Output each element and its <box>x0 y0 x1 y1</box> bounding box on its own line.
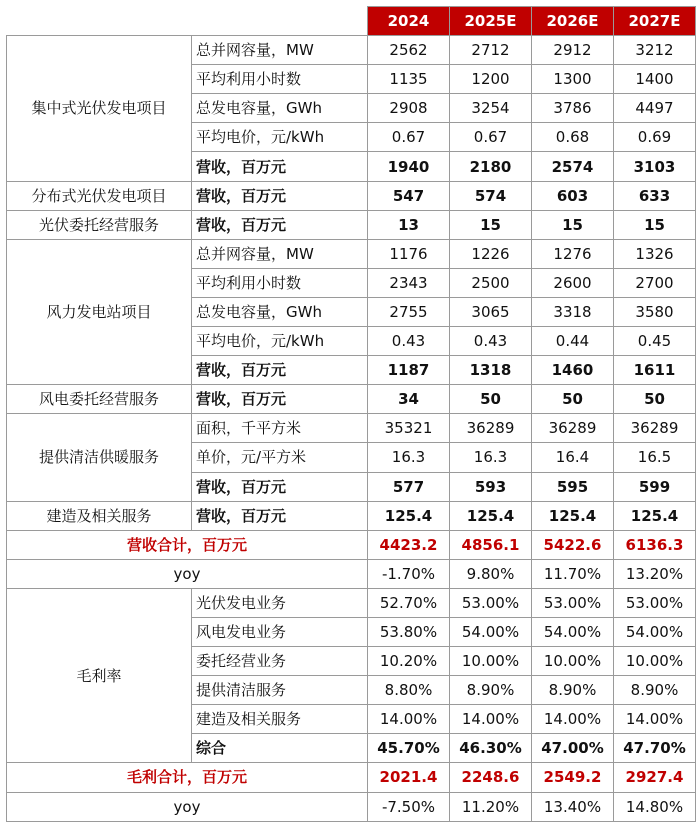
cell-value: 34 <box>368 385 450 414</box>
cell-value: 595 <box>532 472 614 501</box>
cell-value: 11.20% <box>450 792 532 821</box>
table-row <box>7 210 696 239</box>
cell-value: 3318 <box>532 297 614 326</box>
group-wind-om: 风电委托经营服务 <box>7 385 192 414</box>
table-row <box>7 385 696 414</box>
cell-value: 10.00% <box>532 647 614 676</box>
cell-value: 547 <box>368 181 450 210</box>
cell-value: 2549.2 <box>532 763 614 792</box>
cell-value: 1400 <box>614 65 696 94</box>
cell-value: 36289 <box>614 414 696 443</box>
cell-value: 14.80% <box>614 792 696 821</box>
row-label: 单价，元/平方米 <box>192 443 368 472</box>
group-distributed-pv: 分布式光伏发电项目 <box>7 181 192 210</box>
yoy-label: yoy <box>7 792 368 821</box>
cell-value: 8.90% <box>614 676 696 705</box>
cell-value: 8.80% <box>368 676 450 705</box>
cell-value: 14.00% <box>614 705 696 734</box>
group-construction: 建造及相关服务 <box>7 501 192 530</box>
table-row <box>7 501 696 530</box>
cell-value: 2248.6 <box>450 763 532 792</box>
cell-value: 1276 <box>532 239 614 268</box>
cell-value: 603 <box>532 181 614 210</box>
cell-value: 36289 <box>532 414 614 443</box>
cell-value: 1318 <box>450 356 532 385</box>
cell-value: 2712 <box>450 36 532 65</box>
cell-value: 599 <box>614 472 696 501</box>
table-row <box>7 414 696 443</box>
cell-value: 3786 <box>532 94 614 123</box>
cell-value: 1460 <box>532 356 614 385</box>
cell-value: 125.4 <box>614 501 696 530</box>
cell-value: 15 <box>450 210 532 239</box>
cell-value: 54.00% <box>614 617 696 646</box>
cell-value: 10.00% <box>614 647 696 676</box>
cell-value: 46.30% <box>450 734 532 763</box>
cell-value: 13.20% <box>614 559 696 588</box>
row-label: 营收，百万元 <box>192 501 368 530</box>
cell-value: 53.00% <box>614 588 696 617</box>
cell-value: 45.70% <box>368 734 450 763</box>
cell-value: 3065 <box>450 297 532 326</box>
cell-value: 0.67 <box>368 123 450 152</box>
row-label: 营收，百万元 <box>192 356 368 385</box>
yoy-label: yoy <box>7 559 368 588</box>
table-row <box>7 181 696 210</box>
cell-value: 2927.4 <box>614 763 696 792</box>
header-2024: 2024 <box>368 7 450 36</box>
row-label: 营收，百万元 <box>192 152 368 181</box>
cell-value: 2600 <box>532 268 614 297</box>
group-wind: 风力发电站项目 <box>7 239 192 384</box>
cell-value: 13 <box>368 210 450 239</box>
cell-value: 16.5 <box>614 443 696 472</box>
cell-value: 2180 <box>450 152 532 181</box>
cell-value: 2700 <box>614 268 696 297</box>
row-label: 提供清洁服务 <box>192 676 368 705</box>
cell-value: 5422.6 <box>532 530 614 559</box>
cell-value: 1200 <box>450 65 532 94</box>
cell-value: 14.00% <box>450 705 532 734</box>
cell-value: 3103 <box>614 152 696 181</box>
cell-value: 1300 <box>532 65 614 94</box>
cell-value: 2755 <box>368 297 450 326</box>
cell-value: 50 <box>450 385 532 414</box>
row-label: 光伏发电业务 <box>192 588 368 617</box>
cell-value: 10.00% <box>450 647 532 676</box>
row-label: 营收，百万元 <box>192 210 368 239</box>
cell-value: 2021.4 <box>368 763 450 792</box>
group-pv-om: 光伏委托经营服务 <box>7 210 192 239</box>
header-row <box>7 7 696 36</box>
cell-value: 8.90% <box>532 676 614 705</box>
cell-value: 14.00% <box>532 705 614 734</box>
group-heating: 提供清洁供暖服务 <box>7 414 192 501</box>
table-row <box>7 239 696 268</box>
row-label: 平均电价，元/kWh <box>192 327 368 356</box>
cell-value: 53.00% <box>532 588 614 617</box>
cell-value: 0.44 <box>532 327 614 356</box>
cell-value: 16.3 <box>450 443 532 472</box>
cell-value: 9.80% <box>450 559 532 588</box>
row-label: 营收，百万元 <box>192 472 368 501</box>
row-label: 总并网容量，MW <box>192 239 368 268</box>
cell-value: 633 <box>614 181 696 210</box>
row-label: 总发电容量，GWh <box>192 94 368 123</box>
cell-value: 36289 <box>450 414 532 443</box>
cell-value: 47.00% <box>532 734 614 763</box>
cell-value: 47.70% <box>614 734 696 763</box>
row-label: 总并网容量，MW <box>192 36 368 65</box>
cell-value: 0.43 <box>368 327 450 356</box>
cell-value: 3254 <box>450 94 532 123</box>
header-2025e: 2025E <box>450 7 532 36</box>
header-2026e: 2026E <box>532 7 614 36</box>
cell-value: 0.43 <box>450 327 532 356</box>
cell-value: 574 <box>450 181 532 210</box>
row-label: 平均电价，元/kWh <box>192 123 368 152</box>
cell-value: 54.00% <box>450 617 532 646</box>
yoy-gross-profit-row <box>7 792 696 821</box>
cell-value: -1.70% <box>368 559 450 588</box>
cell-value: 2500 <box>450 268 532 297</box>
cell-value: 14.00% <box>368 705 450 734</box>
yoy-revenue-row <box>7 559 696 588</box>
total-gross-profit-label: 毛利合计，百万元 <box>7 763 368 792</box>
cell-value: 1226 <box>450 239 532 268</box>
group-centralized-pv: 集中式光伏发电项目 <box>7 36 192 181</box>
group-gross-margin: 毛利率 <box>7 588 192 763</box>
cell-value: 0.68 <box>532 123 614 152</box>
row-label: 营收，百万元 <box>192 385 368 414</box>
cell-value: 125.4 <box>450 501 532 530</box>
row-label: 平均利用小时数 <box>192 65 368 94</box>
row-label: 建造及相关服务 <box>192 705 368 734</box>
cell-value: 10.20% <box>368 647 450 676</box>
cell-value: 1326 <box>614 239 696 268</box>
cell-value: 577 <box>368 472 450 501</box>
cell-value: 15 <box>532 210 614 239</box>
cell-value: 3212 <box>614 36 696 65</box>
row-label: 综合 <box>192 734 368 763</box>
cell-value: 1187 <box>368 356 450 385</box>
cell-value: 6136.3 <box>614 530 696 559</box>
cell-value: 2908 <box>368 94 450 123</box>
cell-value: 16.4 <box>532 443 614 472</box>
cell-value: 0.45 <box>614 327 696 356</box>
cell-value: 593 <box>450 472 532 501</box>
cell-value: 50 <box>532 385 614 414</box>
cell-value: 1135 <box>368 65 450 94</box>
cell-value: 2343 <box>368 268 450 297</box>
cell-value: -7.50% <box>368 792 450 821</box>
cell-value: 0.69 <box>614 123 696 152</box>
cell-value: 54.00% <box>532 617 614 646</box>
total-revenue-row <box>7 530 696 559</box>
cell-value: 53.80% <box>368 617 450 646</box>
header-2027e: 2027E <box>614 7 696 36</box>
cell-value: 15 <box>614 210 696 239</box>
row-label: 总发电容量，GWh <box>192 297 368 326</box>
row-label: 营收，百万元 <box>192 181 368 210</box>
cell-value: 52.70% <box>368 588 450 617</box>
row-label: 面积，千平方米 <box>192 414 368 443</box>
total-revenue-label: 营收合计，百万元 <box>7 530 368 559</box>
cell-value: 3580 <box>614 297 696 326</box>
cell-value: 35321 <box>368 414 450 443</box>
financial-forecast-table <box>6 6 696 822</box>
cell-value: 4497 <box>614 94 696 123</box>
cell-value: 2562 <box>368 36 450 65</box>
cell-value: 16.3 <box>368 443 450 472</box>
table-row <box>7 588 696 617</box>
cell-value: 53.00% <box>450 588 532 617</box>
row-label: 委托经营业务 <box>192 647 368 676</box>
cell-value: 2574 <box>532 152 614 181</box>
cell-value: 1176 <box>368 239 450 268</box>
cell-value: 8.90% <box>450 676 532 705</box>
cell-value: 13.40% <box>532 792 614 821</box>
cell-value: 1611 <box>614 356 696 385</box>
table-row <box>7 36 696 65</box>
cell-value: 4856.1 <box>450 530 532 559</box>
cell-value: 11.70% <box>532 559 614 588</box>
cell-value: 2912 <box>532 36 614 65</box>
row-label: 平均利用小时数 <box>192 268 368 297</box>
cell-value: 125.4 <box>368 501 450 530</box>
cell-value: 50 <box>614 385 696 414</box>
cell-value: 125.4 <box>532 501 614 530</box>
total-gross-profit-row <box>7 763 696 792</box>
header-blank <box>7 7 368 36</box>
cell-value: 0.67 <box>450 123 532 152</box>
cell-value: 4423.2 <box>368 530 450 559</box>
row-label: 风电发电业务 <box>192 617 368 646</box>
cell-value: 1940 <box>368 152 450 181</box>
